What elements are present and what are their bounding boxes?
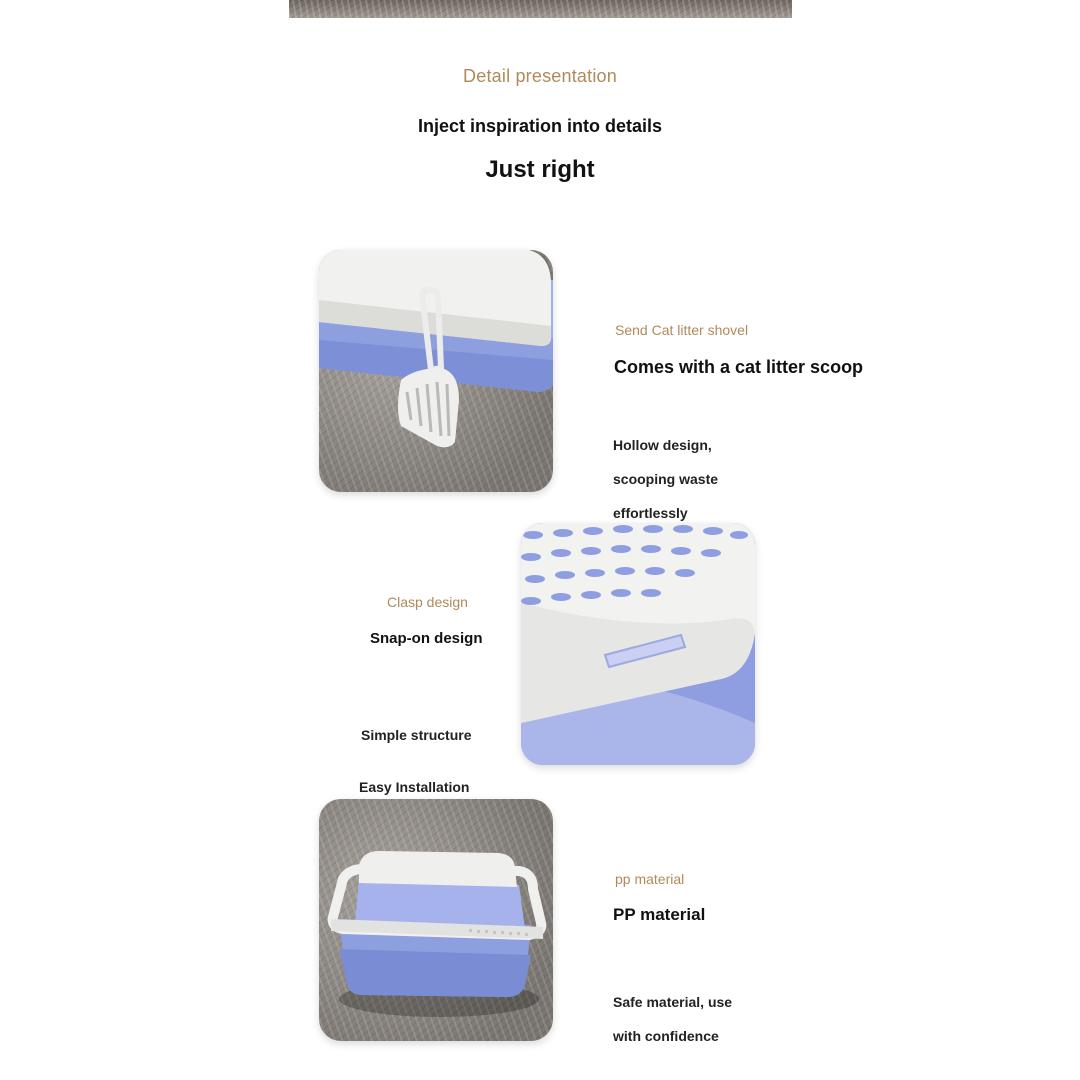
clasp-photo xyxy=(521,523,755,765)
desc-line: Safe material, use xyxy=(613,994,733,1010)
headline: Inject inspiration into details xyxy=(417,116,663,136)
feature-tag-clasp: Clasp design xyxy=(387,594,468,610)
litter-scoop-photo xyxy=(319,250,553,492)
desc-line: Simple structure xyxy=(361,727,472,743)
desc-line: scooping waste xyxy=(613,471,719,487)
feature-tag-material: pp material xyxy=(615,871,685,887)
feature-title-clasp: Snap-on design xyxy=(370,630,483,647)
subheadline: Just right xyxy=(485,156,595,183)
carpet-photo-strip xyxy=(289,0,792,18)
litter-box-photo xyxy=(319,799,553,1041)
desc-line: effortlessly xyxy=(613,505,688,521)
feature-tag-scoop: Send Cat litter shovel xyxy=(615,322,749,338)
feature-desc-scoop xyxy=(613,420,718,539)
desc-line: Easy Installation xyxy=(359,779,470,795)
feature-title-scoop: Comes with a cat litter scoop xyxy=(614,357,864,377)
section-label: Detail presentation xyxy=(463,66,617,86)
feature-desc-material xyxy=(613,977,732,1062)
desc-line: with confidence xyxy=(613,1028,719,1044)
feature-title-material: PP material xyxy=(613,905,706,924)
desc-line: Hollow design, xyxy=(613,437,712,453)
